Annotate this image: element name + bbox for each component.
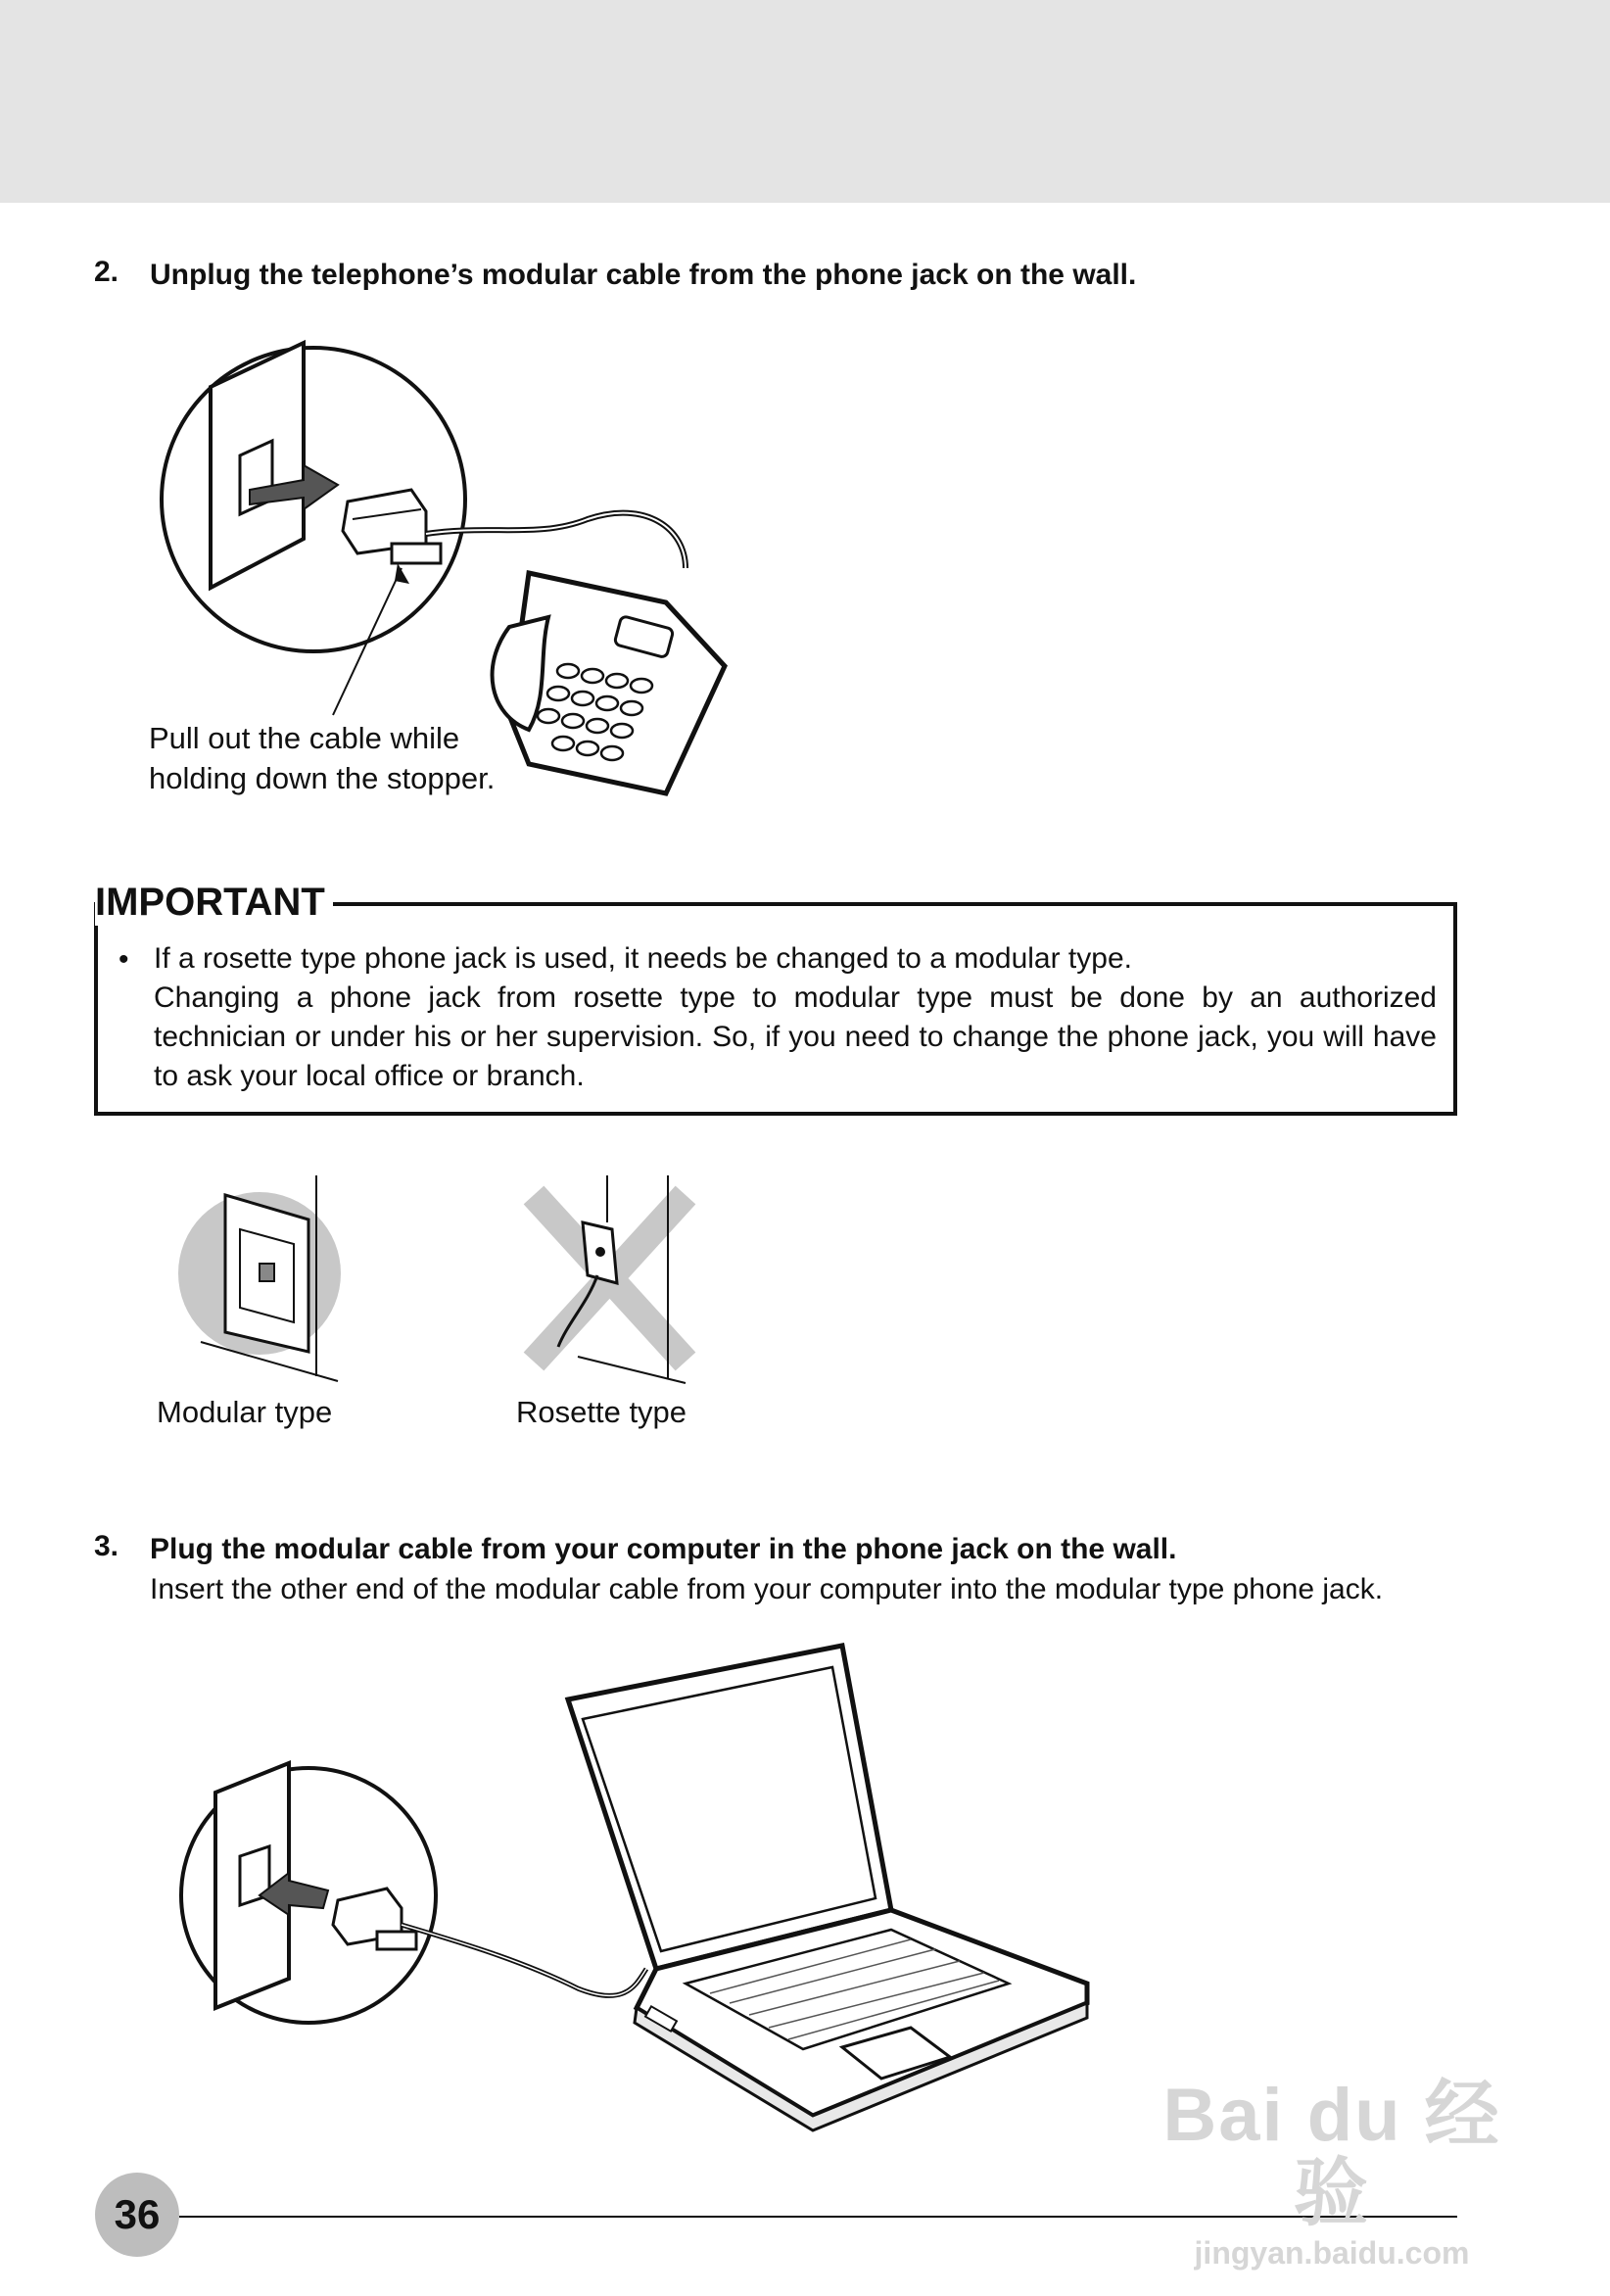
watermark-url: jingyan.baidu.com xyxy=(1194,2235,1470,2271)
baidu-watermark xyxy=(1136,2074,1528,2272)
rosette-type-label: Rosette type xyxy=(516,1395,687,1429)
step-3-title: Plug the modular cable from your computer in the phone jack on the wall. xyxy=(150,1533,1177,1565)
unplug-caption-line-1: Pull out the cable while xyxy=(149,721,460,755)
page-number: 36 xyxy=(114,2191,161,2237)
important-text xyxy=(154,939,1437,1096)
modular-type-label: Modular type xyxy=(157,1395,333,1429)
watermark-brand: Bai du 经验 xyxy=(1162,2074,1501,2235)
unplug-caption-line-2: holding down the stopper. xyxy=(149,761,496,795)
modular-jack-illustration xyxy=(171,1175,348,1391)
laptop-connection-illustration xyxy=(166,1646,1107,2135)
step-2-number: 2. xyxy=(94,256,119,288)
step-3-number: 3. xyxy=(94,1530,119,1562)
step-2-title: Unplug the telephone’s modular cable from the phone jack on the wall. xyxy=(150,259,1137,291)
bullet-glyph: • xyxy=(118,943,129,976)
rosette-jack-illustration xyxy=(519,1175,695,1391)
step-3-body: Insert the other end of the modular cable from your computer into the modular type phone jack. xyxy=(150,1573,1384,1605)
important-heading: IMPORTANT xyxy=(95,879,333,926)
important-line-2: Changing a phone jack from rosette type to modular type must be done by an authorized technician or under his or her supervision. So, if you need to change the phone jack, you will have to ask your local office or branch. xyxy=(154,981,1437,1092)
important-line-1: If a rosette type phone jack is used, it needs be changed to a modular type. xyxy=(154,942,1132,975)
header-band xyxy=(0,0,1610,203)
